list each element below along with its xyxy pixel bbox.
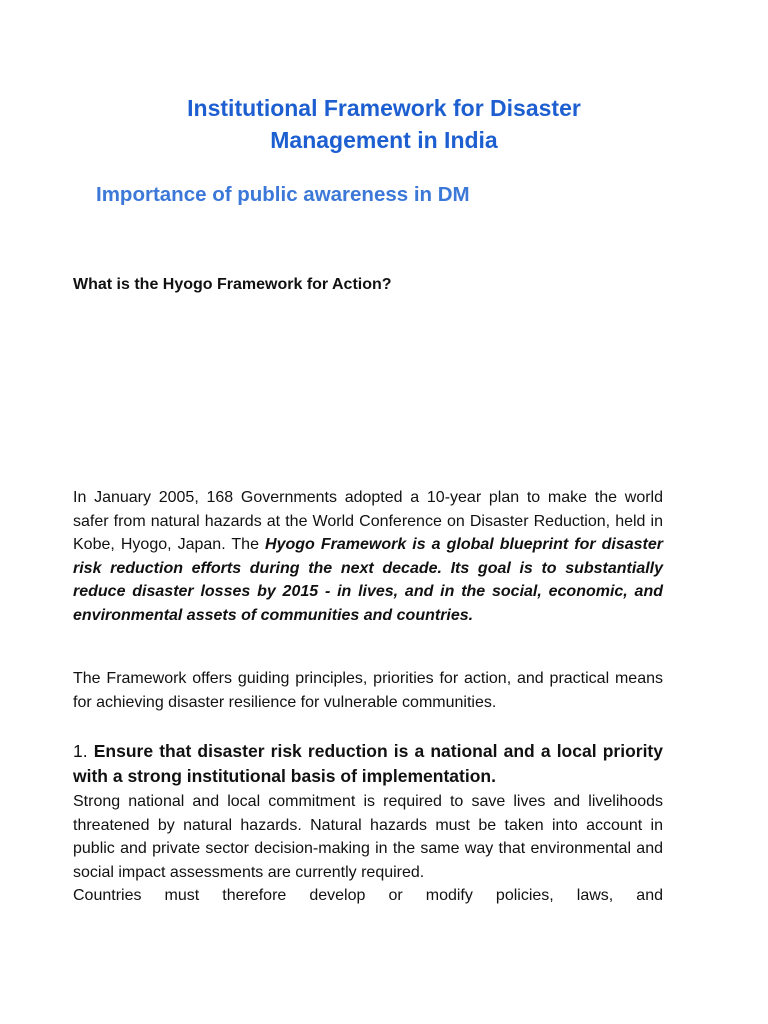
intro-paragraph bbox=[73, 486, 663, 627]
priority-1-body-text: Strong national and local commitment is required to save lives and livelihoods threatened by natural hazards. Natural hazards must be taken into account in public and private sector decision-making in the same way that environmental and social impact assessments are currently required. bbox=[73, 793, 663, 881]
section-subtitle: Importance of public awareness in DM bbox=[96, 183, 470, 206]
page-title bbox=[100, 92, 668, 156]
page-title-line-2: Management in India bbox=[270, 127, 498, 153]
intro-paragraph-plain-text: In January 2005, 168 Governments adopted a 10-year plan to make the world safer from natural hazards at the World Conference on Disaster Reduction, held in Kobe, Hyogo, Japan. The bbox=[73, 489, 663, 553]
question-heading: What is the Hyogo Framework for Action? bbox=[73, 276, 392, 293]
priority-1-title: Ensure that disaster risk reduction is a national and a local priority with a strong institutional basis of implementation. bbox=[73, 741, 663, 786]
priority-1-body-last-line: Countries must therefore develop or modify policies, laws, and bbox=[73, 887, 663, 904]
intro-paragraph-emphasis: Hyogo Framework is a global blueprint for disaster risk reduction efforts during the next decade. Its goal is to substantially reduce disaster losses by 2015 - in lives, and in the social, economic, and environmental assets of communities and countries. bbox=[73, 536, 663, 624]
page-title-line-1: Institutional Framework for Disaster bbox=[187, 95, 581, 121]
priority-1-heading bbox=[73, 739, 663, 789]
priority-1-body bbox=[73, 790, 663, 908]
priority-1-number: 1. bbox=[73, 741, 94, 761]
framework-paragraph: The Framework offers guiding principles, priorities for action, and practical means for achieving disaster resilience for vulnerable communities. bbox=[73, 670, 663, 711]
